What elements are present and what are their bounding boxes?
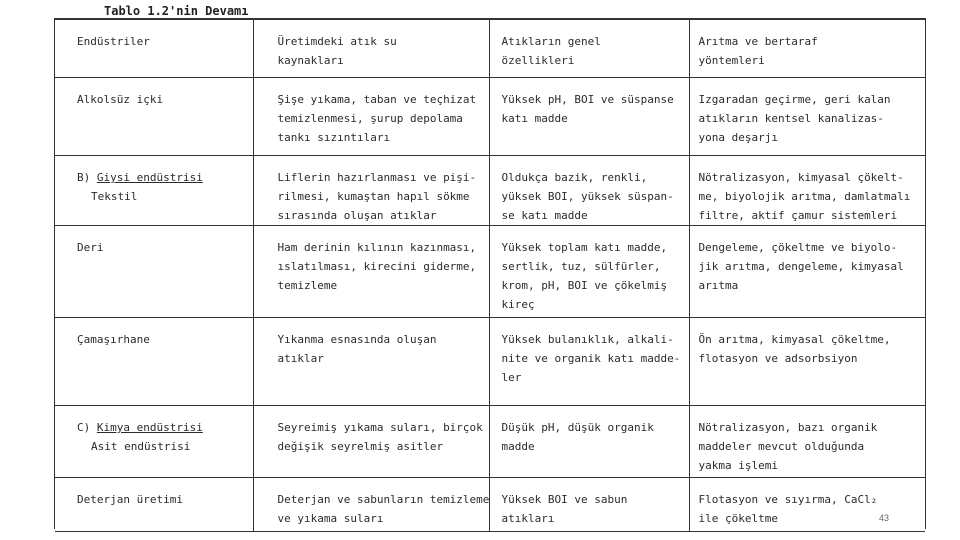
sources-cell — [253, 318, 489, 406]
header-cell — [253, 20, 489, 78]
table-row — [55, 78, 925, 156]
properties-cell-text: Yüksek pH, BOI ve süspanse katı madde — [501, 93, 674, 125]
sources-cell-text: Yıkanma esnasında oluşan atıklar — [277, 333, 437, 365]
treatment-cell-text: Dengeleme, çökeltme ve biyolo- jik arıtma, dengeleme, kimyasal arıtma — [698, 241, 904, 292]
treatment-cell-text: Nötralizasyon, kimyasal çökelt- me, biyolojik arıtma, damlatmalı filtre, aktif çamur sistemleri — [698, 171, 911, 222]
industry-cell — [55, 156, 253, 226]
header-text: Arıtma ve bertaraf yöntemleri — [698, 35, 818, 67]
treatment-cell — [689, 156, 925, 226]
table-row — [55, 226, 925, 318]
treatment-cell — [689, 78, 925, 156]
sources-cell — [253, 406, 489, 478]
sources-cell-text: Liflerin hazırlanması ve pişi- rilmesi, kumaştan hapıl sökme sırasında oluşan atıklar — [277, 171, 477, 222]
treatment-cell — [689, 478, 925, 532]
industry-name: Alkolsüz içki — [77, 93, 164, 106]
table-frame — [54, 18, 926, 529]
industry-category: Kimya endüstrisi — [96, 421, 203, 434]
properties-cell-text: Oldukça bazik, renkli, yüksek BOI, yüksek süspan- se katı madde — [501, 171, 674, 222]
industry-cell — [55, 226, 253, 318]
sources-cell — [253, 156, 489, 226]
industry-cell — [55, 78, 253, 156]
industry-prefix: C) — [77, 421, 97, 434]
properties-cell — [489, 226, 689, 318]
industry-name: Deterjan üretimi — [77, 493, 183, 506]
sources-cell — [253, 478, 489, 532]
header-cell — [55, 20, 253, 78]
page-number: 43 — [878, 513, 889, 523]
treatment-cell-text: Ön arıtma, kimyasal çökeltme, flotasyon ve adsorbsiyon — [698, 333, 891, 365]
treatment-cell — [689, 226, 925, 318]
table-row — [55, 156, 925, 226]
properties-cell — [489, 406, 689, 478]
properties-cell-text: Yüksek toplam katı madde, sertlik, tuz, sülfürler, krom, pH, BOI ve çökelmiş kireç — [501, 241, 668, 311]
table-caption: Tablo 1.2'nin Devamı — [104, 4, 249, 18]
industry-category: Giysi endüstrisi — [96, 171, 203, 184]
header-text: Üretimdeki atık su kaynakları — [277, 35, 397, 67]
header-text: Atıkların genel özellikleri — [501, 35, 601, 67]
properties-cell — [489, 318, 689, 406]
sources-cell — [253, 226, 489, 318]
properties-cell-text: Yüksek bulanıklık, alkali- nite ve organik katı madde- ler — [501, 333, 681, 384]
header-text: Endüstriler — [77, 35, 150, 48]
industry-cell — [55, 406, 253, 478]
industry-name: Deri — [77, 241, 104, 254]
industry-subname: Tekstil — [91, 190, 138, 203]
industry-cell — [55, 478, 253, 532]
properties-cell — [489, 478, 689, 532]
properties-cell-text: Düşük pH, düşük organik madde — [501, 421, 654, 453]
treatment-cell-text: Flotasyon ve sıyırma, CaCl₂ ile çökeltme — [698, 493, 878, 525]
industry-name — [77, 168, 253, 187]
header-cell — [489, 20, 689, 78]
treatment-cell — [689, 406, 925, 478]
properties-cell — [489, 78, 689, 156]
treatment-cell-text: Izgaradan geçirme, geri kalan atıkların kentsel kanalizas- yona deşarjı — [698, 93, 891, 144]
sources-cell-text: Deterjan ve sabunların temizleme ve yıkama suları — [277, 493, 490, 525]
sources-cell-text: Şişe yıkama, taban ve teçhizat temizlenmesi, şurup depolama tankı sızıntıları — [277, 93, 477, 144]
header-cell — [689, 20, 925, 78]
properties-cell-text: Yüksek BOI ve sabun atıkları — [501, 493, 628, 525]
industry-cell — [55, 318, 253, 406]
table-row — [55, 406, 925, 478]
table-header-row — [55, 20, 925, 78]
sources-cell — [253, 78, 489, 156]
table-row — [55, 478, 925, 532]
treatment-cell-text: Nötralizasyon, bazı organik maddeler mevcut olduğunda yakma işlemi — [698, 421, 878, 472]
sources-cell-text: Seyreimiş yıkama suları, birçok değişik seyrelmiş asitler — [277, 421, 483, 453]
wastewater-table — [55, 19, 925, 532]
properties-cell — [489, 156, 689, 226]
industry-subname: Asit endüstrisi — [91, 440, 191, 453]
treatment-cell — [689, 318, 925, 406]
industry-name: Çamaşırhane — [77, 333, 150, 346]
table-row — [55, 318, 925, 406]
industry-name — [77, 418, 253, 437]
sources-cell-text: Ham derinin kılının kazınması, ıslatılması, kirecini giderme, temizleme — [277, 241, 477, 292]
industry-prefix: B) — [77, 171, 97, 184]
